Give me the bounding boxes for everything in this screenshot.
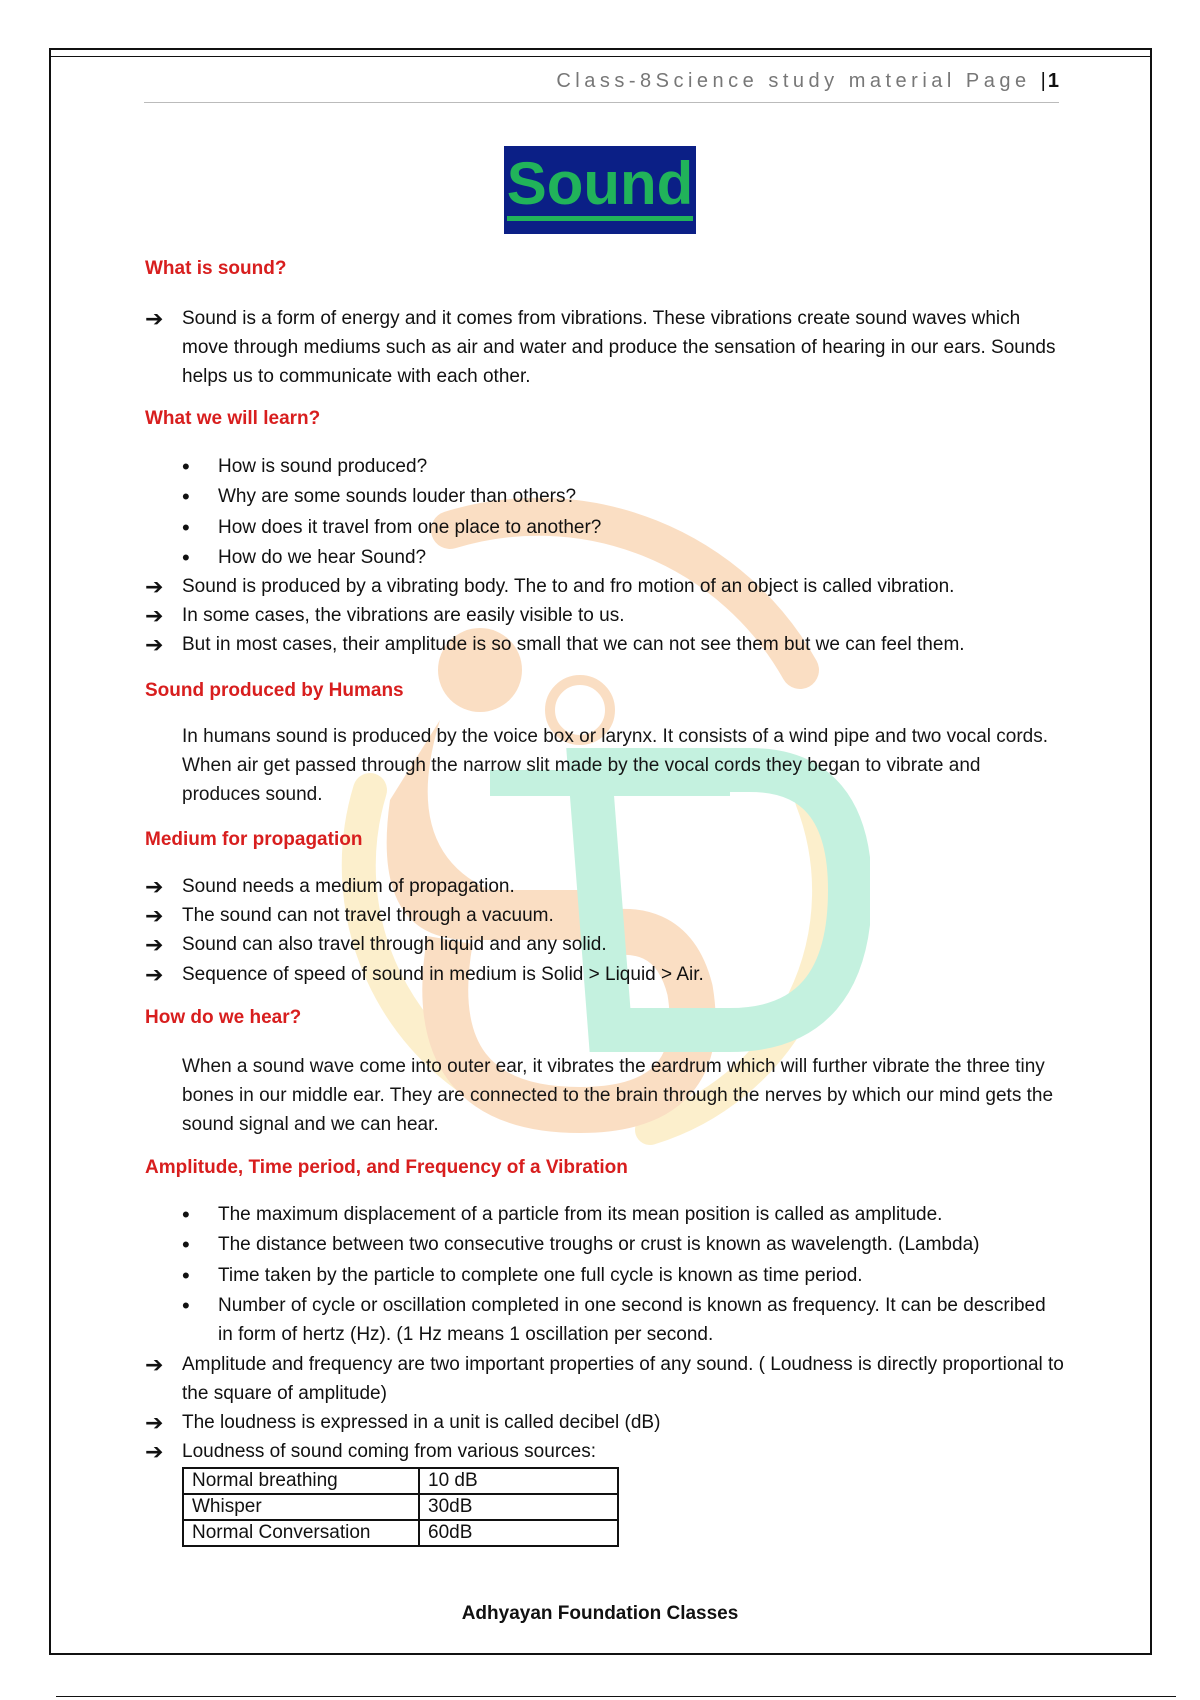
arrow-point [145, 1408, 1065, 1437]
arrow-point [145, 304, 1065, 391]
bullet-item [180, 1261, 1060, 1290]
arrow-icon: ➔ [145, 1352, 164, 1377]
arrow-point-text: Amplitude and frequency are two important properties of any sound. ( Loudness is directly proportional to the square of amplitude) [182, 1354, 1064, 1404]
arrow-point [145, 872, 1065, 901]
bullet-icon: • [182, 1293, 190, 1318]
arrow-point [145, 601, 1065, 630]
arrow-point [145, 960, 1065, 989]
arrow-point [145, 1437, 1065, 1466]
bullet-icon: • [182, 1202, 190, 1227]
table-row [183, 1468, 618, 1494]
section-heading-medium: Medium for propagation [145, 829, 363, 850]
hearing-paragraph: When a sound wave come into outer ear, it vibrates the eardrum which will further vibrate the three tiny bones in our middle ear. They are connected to the brain through the nerves by which our mind gets the sound signal and we can hear. [182, 1056, 1054, 1135]
humans-paragraph: In humans sound is produced by the voice box or larynx. It consists of a wind pipe and two vocal cords. When air get passed through the narrow slit made by the vocal cords they began to vibrate and produces sound. [182, 726, 1049, 805]
section-heading-humans: Sound produced by Humans [145, 680, 404, 701]
bullet-icon: • [182, 545, 190, 570]
arrow-point-text: Loudness of sound coming from various sources: [182, 1441, 596, 1462]
page-title: Sound [507, 152, 694, 221]
arrow-icon: ➔ [145, 962, 164, 987]
running-title: Class-8Science study material Page [556, 70, 1031, 92]
page-border-inner-rule [51, 56, 1150, 57]
running-header [144, 70, 1059, 103]
table-row [183, 1494, 618, 1520]
bullet-text: The distance between two consecutive troughs or crust is known as wavelength. (Lambda) [218, 1234, 980, 1255]
table-cell-source: Whisper [183, 1494, 419, 1520]
section-heading-amplitude: Amplitude, Time period, and Frequency of a Vibration [145, 1157, 628, 1178]
arrow-point-text: The loudness is expressed in a unit is called decibel (dB) [182, 1412, 661, 1433]
header-separator: | [1040, 70, 1048, 92]
section-heading-hearing: How do we hear? [145, 1007, 302, 1028]
arrow-icon: ➔ [145, 632, 164, 657]
section-heading-what-is-sound: What is sound? [145, 258, 287, 279]
bullet-icon: • [182, 1232, 190, 1257]
arrow-point-text: The sound can not travel through a vacuum. [182, 905, 554, 926]
arrow-point [145, 1350, 1065, 1408]
arrow-point [145, 930, 1065, 959]
arrow-icon: ➔ [145, 603, 164, 628]
arrow-point-text: Sound can also travel through liquid and any solid. [182, 934, 607, 955]
bullet-item [180, 482, 1060, 511]
bullet-text: Number of cycle or oscillation completed in one second is known as frequency. It can be described in form of hertz (Hz). (1 Hz means 1 oscillation per second. [218, 1295, 1046, 1345]
bullet-item [180, 1200, 1060, 1229]
section-heading-what-we-learn: What we will learn? [145, 408, 321, 429]
bullet-text: How do we hear Sound? [218, 547, 427, 568]
bullet-text: Why are some sounds louder than others? [218, 486, 577, 507]
table-cell-level: 10 dB [419, 1468, 618, 1494]
page-bottom-rule [56, 1696, 1176, 1697]
arrow-icon: ➔ [145, 903, 164, 928]
loudness-table [182, 1467, 619, 1547]
arrow-point-text: In some cases, the vibrations are easily visible to us. [182, 605, 625, 626]
bullet-icon: • [182, 454, 190, 479]
arrow-point-text: But in most cases, their amplitude is so small that we can not see them but we can feel them. [182, 634, 965, 655]
bullet-text: How does it travel from one place to another? [218, 517, 602, 538]
bullet-item [180, 1291, 1060, 1349]
bullet-icon: • [182, 484, 190, 509]
bullet-icon: • [182, 515, 190, 540]
bullet-item [180, 513, 1060, 542]
arrow-point [145, 572, 1065, 601]
bullet-text: Time taken by the particle to complete one full cycle is known as time period. [218, 1265, 863, 1286]
bullet-item [180, 452, 1060, 481]
arrow-icon: ➔ [145, 1410, 164, 1435]
table-cell-source: Normal Conversation [183, 1520, 419, 1546]
footer-text: Adhyayan Foundation Classes [461, 1603, 739, 1624]
bullet-icon: • [182, 1263, 190, 1288]
bullet-item [180, 1230, 1060, 1259]
bullet-text: How is sound produced? [218, 456, 428, 477]
arrow-point-text: Sound is produced by a vibrating body. The to and fro motion of an object is called vibration. [182, 576, 955, 597]
arrow-icon: ➔ [145, 306, 164, 331]
page-number: 1 [1047, 70, 1059, 92]
arrow-icon: ➔ [145, 1439, 164, 1464]
bullet-item [180, 543, 1060, 572]
bullet-text: The maximum displacement of a particle from its mean position is called as amplitude. [218, 1204, 943, 1225]
arrow-icon: ➔ [145, 574, 164, 599]
arrow-point [145, 901, 1065, 930]
arrow-point-text: Sound needs a medium of propagation. [182, 876, 515, 897]
table-cell-source: Normal breathing [183, 1468, 419, 1494]
table-cell-level: 30dB [419, 1494, 618, 1520]
arrow-point [145, 630, 1065, 659]
arrow-point-text: Sequence of speed of sound in medium is Solid > Liquid > Air. [182, 964, 704, 985]
table-cell-level: 60dB [419, 1520, 618, 1546]
table-row [183, 1520, 618, 1546]
arrow-point-text: Sound is a form of energy and it comes from vibrations. These vibrations create sound waves which move through mediums such as air and water and produce the sensation of hearing in our ears. Sounds helps us to communicate with each other. [182, 308, 1056, 387]
page-title-box [504, 146, 696, 234]
arrow-icon: ➔ [145, 932, 164, 957]
arrow-icon: ➔ [145, 874, 164, 899]
